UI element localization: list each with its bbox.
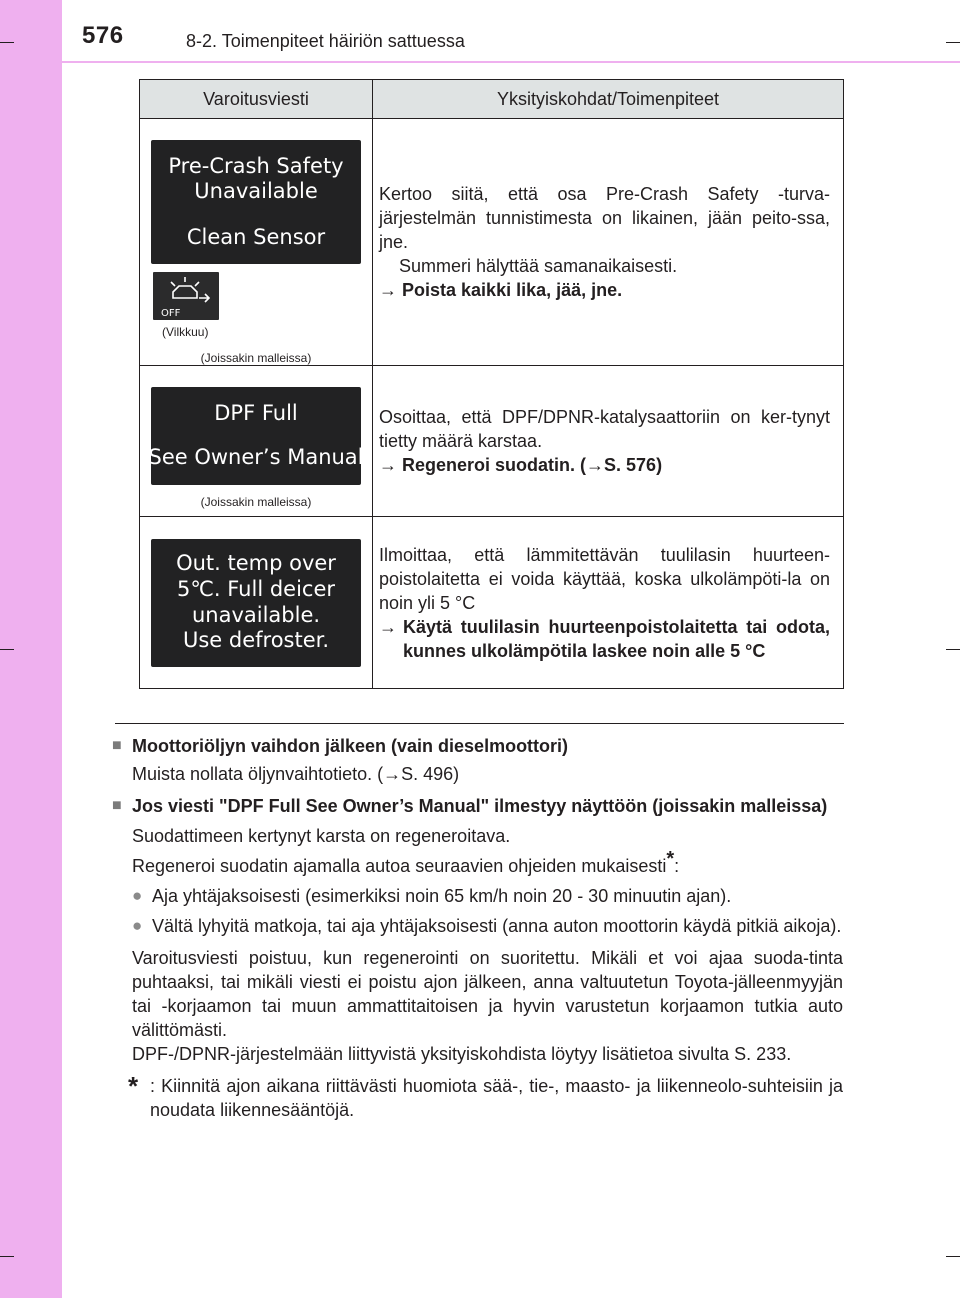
- crop-mark: [0, 1256, 14, 1257]
- table-row: [140, 517, 844, 689]
- list-item: [112, 914, 843, 938]
- display-line: Pre-Crash Safety: [168, 153, 344, 178]
- action-line: [379, 615, 830, 663]
- column-header-warning: Varoitusviesti: [140, 80, 373, 119]
- section-divider: [115, 723, 844, 724]
- model-note: (Joissakin malleissa): [200, 495, 312, 509]
- paragraph-text: Regeneroi suodatin ajamalla autoa seuraavien ohjeiden mukaisesti: [132, 856, 667, 876]
- header-rule: [62, 61, 960, 63]
- warning-cell: [140, 366, 373, 517]
- note-heading: [112, 734, 843, 758]
- warning-cell: [140, 517, 373, 689]
- action-text: Poista kaikki lika, jää, jne.: [402, 280, 623, 300]
- arrow-icon: →: [379, 616, 397, 637]
- paragraph-end: :: [674, 856, 680, 876]
- display-line: DPF Full: [214, 401, 298, 426]
- action-text: Käytä tuulilasin huurteenpoistolaitetta tai odota, kunnes ulkolämpötila laskee noin alle 5 °C: [403, 616, 830, 661]
- paragraph: [112, 848, 843, 878]
- warning-display-pre-crash: [151, 140, 361, 264]
- warning-message-table: [139, 79, 844, 689]
- page-number: 576: [82, 22, 124, 49]
- details-text-2: Summeri hälyttää samanaikaisesti.: [399, 256, 678, 276]
- display-line: Use defroster.: [182, 628, 330, 653]
- warning-cell: [140, 119, 373, 366]
- display-line: Out. temp over: [176, 551, 336, 576]
- arrow-icon: →: [379, 455, 397, 475]
- details-text: Osoittaa, että DPF/DPNR-katalysaattoriin on ker-tynyt tietty määrä karstaa.: [379, 407, 830, 451]
- paragraph: Varoitusviesti poistuu, kun regenerointi on suoritettu. Mikäli et voi ajaa suoda-tinta puhtaaksi, tai mikäli viesti ei poistu ajon jälkeen, anna valtuutetun Toyota-jälleenmyyjän tai -korjaamon tai muun ammattitaitoisen ja hyvin varustetun korjaamon tutkia auto välittömästi.: [132, 948, 843, 1040]
- display-line: unavailable.: [191, 602, 321, 627]
- notes-section: [112, 734, 843, 1122]
- square-bullet-icon: ■: [112, 797, 122, 814]
- paragraph: Suodattimeen kertynyt karsta on regeneroitava.: [132, 826, 511, 846]
- action-line: [379, 278, 830, 302]
- table-row: [140, 119, 844, 366]
- model-note: (Joissakin malleissa): [200, 351, 312, 365]
- crop-mark: [946, 42, 960, 43]
- crop-mark: [946, 649, 960, 650]
- pre-crash-off-icon: [153, 272, 219, 320]
- bullet-icon: ●: [132, 886, 143, 905]
- paragraph: Muista nollata öljynvaihtotieto. (→S. 496): [132, 764, 460, 784]
- icon-off-text: OFF: [161, 308, 181, 319]
- bullet-icon: ●: [132, 916, 143, 935]
- icon-caption: (Vilkkuu): [162, 325, 209, 339]
- footnote-text: : Kiinnitä ajon aikana riittävästi huomiota sää-, tie-, maasto- ja liikenneolo-suhteisiin ja noudata liikennesääntöjä.: [150, 1076, 843, 1120]
- footnote-star: *: [128, 1071, 139, 1101]
- details-cell: [373, 119, 844, 366]
- display-line: 5℃. Full deicer: [176, 576, 336, 601]
- details-text: Kertoo siitä, että osa Pre-Crash Safety -turva-järjestelmän tunnistimesta on likainen, jään peito-ssa, jne.: [379, 184, 830, 252]
- paragraph: DPF-/DPNR-järjestelmään liittyvistä yksityiskohdista löytyy lisätietoa sivulta S. 233.: [132, 1044, 792, 1064]
- details-cell: [373, 517, 844, 689]
- crop-mark: [0, 42, 14, 43]
- action-line: [379, 453, 830, 477]
- table-header-row: [140, 80, 844, 119]
- footnote-mark: *: [666, 848, 675, 870]
- display-line: Unavailable: [194, 179, 318, 204]
- note-heading: [112, 794, 843, 818]
- footnote: [112, 1071, 843, 1122]
- arrow-icon: →: [379, 280, 397, 300]
- list-item-text: Vältä lyhyitä matkoja, tai aja yhtäjaksoisesti (anna auton moottorin käydä pitkiä aikoja).: [152, 916, 842, 936]
- square-bullet-icon: ■: [112, 737, 122, 754]
- list-item: [112, 884, 843, 908]
- list-item-text: Aja yhtäjaksoisesti (esimerkiksi noin 65 km/h noin 20 - 30 minuutin ajan).: [152, 886, 732, 906]
- section-title: 8-2. Toimenpiteet häiriön sattuessa: [186, 31, 465, 51]
- crop-mark: [0, 649, 14, 650]
- heading-text: Moottoriöljyn vaihdon jälkeen (vain dieselmoottori): [132, 736, 569, 756]
- crop-mark: [946, 1256, 960, 1257]
- warning-display-dpf-full: [148, 387, 364, 485]
- details-cell: [373, 366, 844, 517]
- warning-display-deicer: [151, 539, 361, 667]
- table-row: [140, 366, 844, 517]
- display-line: Clean Sensor: [186, 224, 326, 249]
- heading-text: Jos viesti "DPF Full See Owner’s Manual" ilmestyy näyttöön (joissakin malleissa): [132, 796, 828, 816]
- action-text: Regeneroi suodatin. (→S. 576): [402, 455, 663, 475]
- display-line: See Owner’s Manual: [148, 445, 364, 469]
- column-header-details: Yksityiskohdat/Toimenpiteet: [373, 80, 844, 119]
- details-text: Ilmoittaa, että lämmitettävän tuulilasin huurteen-poistolaitetta ei voida käyttää, koska ulkolämpöti-la on noin yli 5 °C: [379, 544, 830, 613]
